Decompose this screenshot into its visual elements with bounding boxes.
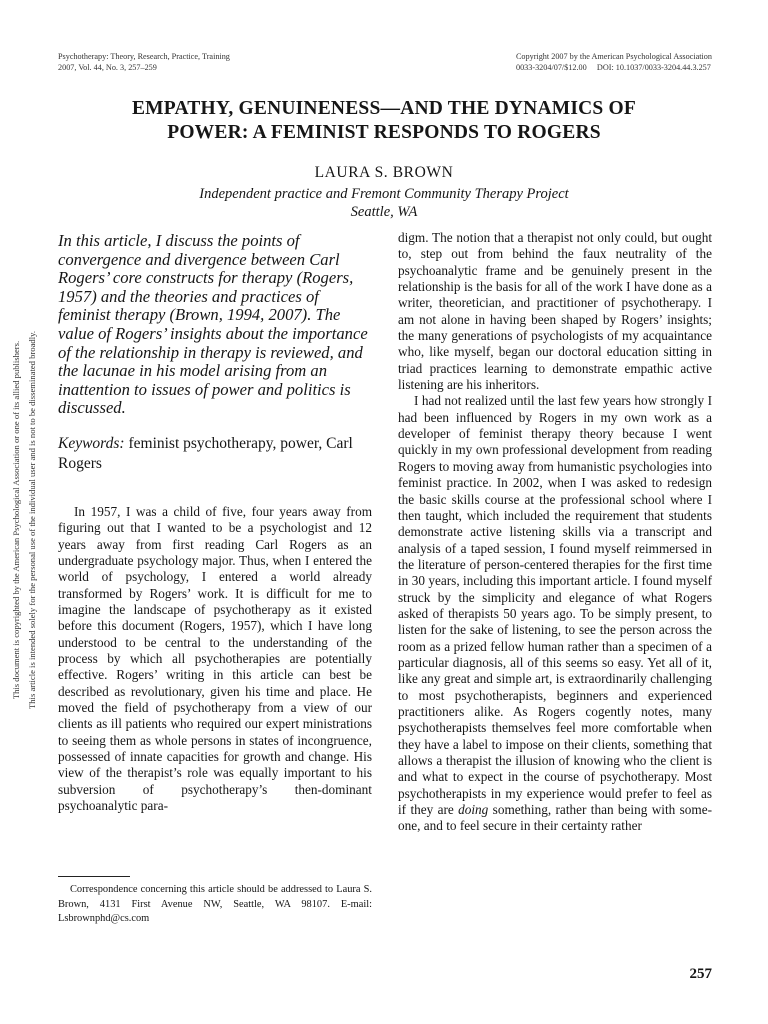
right-column xyxy=(398,230,712,835)
article-title xyxy=(60,97,708,144)
body-paragraph-continued: digm. The notion that a therapist not only could, but ought to, step out from behind the faux neutrality of the psychoanalytic frame and be genuinely present in the relationship is the basis for all of the work I have done as a writer, theoretician, and practitioner of psychotherapy. I am not alone in having been shaped by Rogers’ insights; the many generations of psychologists of my acquaintance who, like myself, began our doctoral education sitting in triad practices learning to demonstrate empathic active listening are his inheritors. xyxy=(398,230,712,393)
copyright-sidebar xyxy=(4,260,44,780)
title-line-1: EMPATHY, GENUINENESS—AND THE DYNAMICS OF xyxy=(131,98,637,119)
copyright-line: Copyright 2007 by the American Psychological Association xyxy=(515,52,712,61)
left-column xyxy=(58,232,372,814)
sidebar-line-2: This article is intended solely for the personal use of the individual user and is not to be disseminated broadly. xyxy=(27,331,37,709)
doi-line: 0033-3204/07/$12.00 DOI: 10.1037/0033-3204.44.3.257 xyxy=(515,62,711,72)
journal-name: Psychotherapy: Theory, Research, Practice, Training xyxy=(58,52,230,61)
copyright-notice xyxy=(516,52,712,73)
affiliation-line-1: Independent practice and Fremont Community Therapy Project xyxy=(199,186,569,202)
sidebar-line-1: This document is copyrighted by the American Psychological Association or one of its allied publishers. xyxy=(11,340,21,700)
keywords-text: feminist psychotherapy, power, Carl Rogers xyxy=(58,434,353,472)
title-line-2: POWER: A FEMINIST RESPONDS TO ROGERS xyxy=(167,121,601,143)
body-paragraph-2 xyxy=(398,393,712,834)
paragraph-2-text-a: I had not realized until the last few years how strongly I had been influenced by Rogers in my own work as a developer of feminist therapy theory because I went quickly in my own professional development from reading Rogers to moving away from humanistic psychologies into feminist practice. In 2002, when I was asked to redesign the basic skills course at the professional school where I then taught, which included the requirement that students demonstrate active listening skills via a transcript and analysis of a taped session, I found myself reimmersed in the literature of person-centered therapies for the first time in 30 years, including this important article. I found myself struck by the simplicity and elegance of what Rogers asked of therapists 50 years ago. To be simply present, to listen for the sake of listening, to see the person across the room as a prized fellow human rather than a specimen of a particular diagnosis, all of this seems so easy. Yet all of it, like any great and simple art, is extraordinarily challenging to most psychotherapists, beginners and experienced practitioners alike. As Rogers cogently notes, many psychotherapists themselves feel more comfortable when they have a label to impose on their clients, something that allows a therapist the illusion of knowing who the client is and what to expect in the course of psychotherapy. Most psychotherapists in my experience would prefer to feel as if they are xyxy=(398,393,712,818)
correspondence-footnote: Correspondence concerning this article should be addressed to Laura S. Brown, 4131 First Avenue NW, Seattle, WA 98107. E-mail: Lsbrownphd@cs.com xyxy=(58,884,372,924)
keywords xyxy=(58,434,372,474)
emphasis-doing: doing xyxy=(458,802,489,818)
author-affiliation xyxy=(60,185,708,221)
abstract: In this article, I discuss the points of convergence and divergence between Carl Rogers’ core constructs for therapy (Rogers, 1957) and the theories and practices of feminist therapy (Brown, 1994, 2007). The value of Rogers’ insights about the importance of the relationship in therapy is reviewed, and the lacunae in his model arising from an inattention to issues of power and politics is discussed. xyxy=(58,231,368,418)
body-paragraph-1: In 1957, I was a child of five, four years away from figuring out that I wanted to be a psychologist and 12 years away from first reading Carl Rogers as an undergraduate psychology major. Thus, when I entered the world of psychology, I entered a world already transformed by Rogers’ work. It is difficult for me to imagine the landscape of psychotherapy as it existed before this document (Rogers, 1957), which I have long understood to be central to the understanding of the process by which all psychotherapies are potentially effective. Rogers’ writing in this article can best be described as revolutionary, given his time and place. He moved the field of psychotherapy from a view of our clients as ill patients who required our expert ministrations to seeing them as whole persons in states of incongruence, possessed of innate capacities for growth and change. His view of the therapist’s role was equally important to his subversion of psychotherapy’s then-dominant psychoanalytic para- xyxy=(58,503,372,814)
paragraph-2-text-b: something, rather than being with someone, and to feel secure in their certainty rather xyxy=(398,802,712,834)
keywords-label: Keywords: xyxy=(58,434,125,452)
page-number: 257 xyxy=(689,966,712,982)
affiliation-line-2: Seattle, WA xyxy=(350,204,418,220)
author-name: LAURA S. BROWN xyxy=(314,164,454,181)
journal-volume: 2007, Vol. 44, No. 3, 257–259 xyxy=(58,62,157,72)
footnote-rule xyxy=(58,876,130,877)
journal-citation xyxy=(58,52,230,73)
